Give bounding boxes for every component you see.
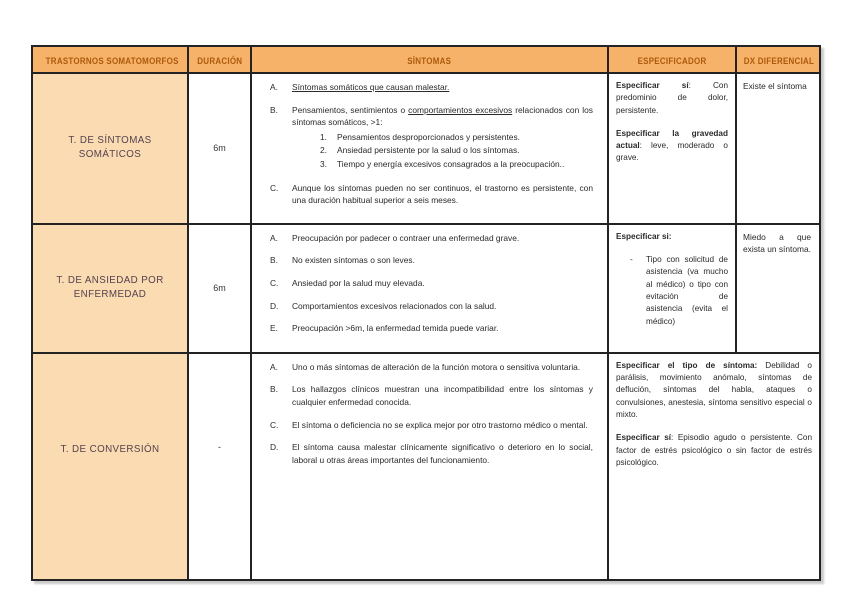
somatoform-disorders-table [31, 45, 821, 581]
col-header-duracion [188, 46, 251, 73]
specifier-cell [608, 73, 736, 224]
subitem-number: 1. [320, 131, 327, 142]
item-text: Ansiedad por la salud muy elevada. [292, 278, 425, 289]
item-letter: A. [270, 82, 278, 92]
symptom-item [270, 254, 593, 267]
item-letter: C. [270, 182, 279, 193]
specifier-paragraph: Especificar si: [616, 231, 672, 241]
col-header-sintomas [251, 46, 608, 73]
item-letter: A. [270, 232, 278, 243]
dx-diferencial-cell: Existe el síntoma [736, 73, 820, 224]
table-row-sintomas-somaticos [32, 73, 820, 224]
subitem-text: Ansiedad persistente por la salud o los síntomas. [337, 145, 520, 156]
item-letter: E. [270, 323, 278, 334]
item-letter: B. [270, 384, 278, 395]
symptom-item [270, 361, 593, 374]
item-text: Comportamientos excesivos relacionados con la salud. [292, 300, 497, 311]
item-letter: B. [270, 255, 278, 266]
duration-cell: - [188, 353, 251, 580]
specifier-paragraph: Especificar el tipo de síntoma: Debilidad o parálisis, movimiento anómalo, síntomas de deflución, síntomas del habla, ataques o convulsiones, anestesia, síntoma sensitivo especial o mixto. [616, 360, 812, 420]
specifier-paragraph: Especificar sí: Con predominio de dolor, persistente. [616, 81, 728, 115]
dx-diferencial-cell: Miedo a que exista un síntoma. [736, 224, 820, 353]
item-letter: A. [270, 361, 278, 372]
item-text: Síntomas somáticos que causan malestar. [292, 82, 450, 92]
item-text: Aunque los síntomas pueden no ser continuos, el trastorno es persistente, con una duración habitual superior a seis meses. [292, 182, 593, 206]
col-header-duracion-label: DURACIÓN [196, 55, 243, 67]
col-header-dx-diferencial-label: DX DIFERENCIAL [743, 55, 815, 67]
disorder-name-cell: T. DE CONVERSIÓN [32, 353, 188, 580]
subitem-text: Tiempo y energía excesivos consagrados a la preocupación.. [337, 159, 565, 170]
item-letter: C. [270, 419, 279, 430]
symptom-subitem [320, 131, 593, 144]
symptom-item [270, 104, 593, 172]
symptom-item [270, 441, 593, 466]
col-header-especificador [608, 46, 736, 73]
duration-cell: 6m [188, 73, 251, 224]
symptom-item [270, 322, 593, 335]
col-header-especificador-label: ESPECIFICADOR [637, 55, 707, 67]
item-text: El síntoma causa malestar clínicamente significativo o deterioro en lo social, laboral u otras áreas importantes del funcionamiento. [292, 442, 593, 465]
header-row [32, 46, 820, 73]
symptoms-cell [251, 73, 608, 224]
subitem-text: Pensamientos desproporcionados y persistentes. [337, 131, 520, 142]
item-letter: C. [270, 278, 279, 289]
item-text: Preocupación >6m, la enfermedad temida puede variar. [292, 323, 499, 334]
specifier-paragraph: Especificar la gravedad actual: leve, moderado o grave. [616, 128, 728, 163]
item-text: El síntoma o deficiencia no se explica mejor por otro trastorno médico o mental. [292, 419, 588, 430]
col-header-sintomas-label: SÍNTOMAS [407, 55, 452, 67]
item-text: Preocupación por padecer o contraer una enfermedad grave. [292, 232, 520, 243]
col-header-dx-diferencial [736, 46, 820, 73]
col-header-trastornos-label: TRASTORNOS SOMATOMORFOS [45, 55, 179, 67]
item-text: Pensamientos, sentimientos o comportamientos excesivos relacionados con los síntomas somáticos, >1: 1. Pensamientos desproporcionados y persistentes. 2. Ansiedad persistente por la salud o los síntomas. 3. Tiempo y energía excesivos consagrados a la preocupación.. [292, 104, 593, 170]
symptom-item [270, 300, 593, 313]
col-header-trastornos [32, 46, 188, 73]
item-text: No existen síntomas o son leves. [292, 255, 415, 266]
bullet-dash: - [630, 255, 633, 265]
item-letter: B. [270, 104, 278, 115]
symptom-subitem [320, 158, 593, 171]
item-text: Uno o más síntomas de alteración de la función motora o sensitiva voluntaria. [292, 361, 581, 372]
symptoms-cell [251, 353, 608, 580]
duration-cell: 6m [188, 224, 251, 353]
subitem-number: 3. [320, 159, 327, 170]
symptom-item [270, 81, 593, 94]
disorder-name-cell: T. DE ANSIEDAD POR ENFERMEDAD [32, 224, 188, 353]
item-letter: D. [270, 300, 279, 311]
subitem-number: 2. [320, 145, 327, 156]
specifier-cell [608, 224, 736, 353]
symptom-sublist [320, 131, 593, 171]
symptom-item [270, 383, 593, 408]
specifier-cell [608, 353, 820, 580]
table-row-conversion [32, 353, 820, 580]
symptom-item [270, 419, 593, 432]
symptom-subitem [320, 144, 593, 157]
symptoms-cell [251, 224, 608, 353]
specifier-paragraph: Especificar sí: Episodio agudo o persistente. Con factor de estrés psicológico o sin factor de estrés psicológico. [616, 433, 812, 467]
specifier-bullet [630, 254, 728, 328]
symptom-item [270, 232, 593, 245]
disorder-name-cell: T. DE SÍNTOMAS SOMÁTICOS [32, 73, 188, 224]
table-row-ansiedad-por-enfermedad [32, 224, 820, 353]
item-letter: D. [270, 442, 279, 453]
symptom-item [270, 277, 593, 290]
item-text: Los hallazgos clínicos muestran una incompatibilidad entre los síntomas y cualquier enfermedad conocida. [292, 384, 593, 408]
bullet-text: Tipo con solicitud de asistencia (va mucho al médico) o tipo con evitación de asistencia (evita el médico) [646, 255, 728, 326]
symptom-item [270, 182, 593, 207]
table-wrapper [31, 45, 821, 581]
